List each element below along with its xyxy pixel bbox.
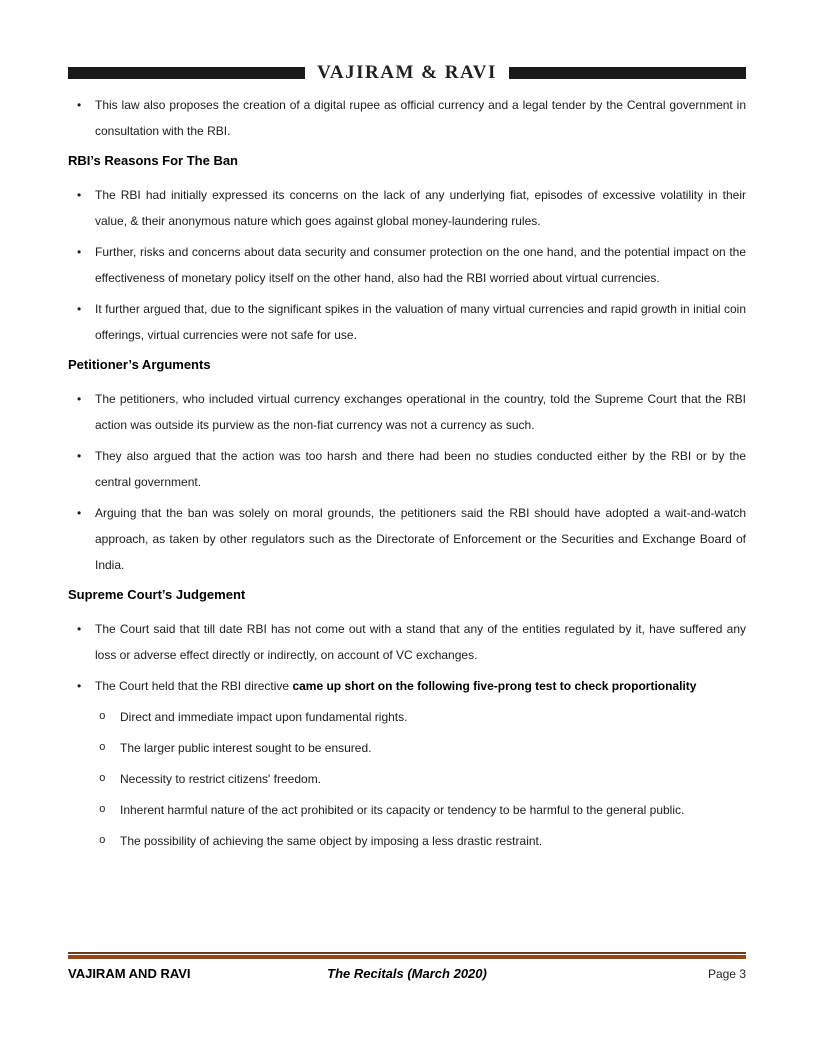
circle-bullet-marker: o xyxy=(99,773,106,785)
disc-bullet-marker: • xyxy=(77,188,82,202)
bullet-item xyxy=(68,92,746,144)
footer-page-number: Page 3 xyxy=(707,967,746,981)
circle-bullet-marker: o xyxy=(99,711,106,723)
sub-bullet-item xyxy=(99,828,746,854)
disc-bullet-marker: • xyxy=(77,622,82,636)
bullet-text: It further argued that, due to the significant spikes in the valuation of many virtual currencies and rapid growth in initial coin offerings, virtual currencies were not safe for use. xyxy=(95,302,746,342)
footer-publication-title: The Recitals (March 2020) xyxy=(327,966,487,981)
bullet-text: The Court said that till date RBI has not come out with a stand that any of the entities regulated by it, have suffered any loss or adverse effect directly or indirectly, on account of VC exchanges. xyxy=(95,622,746,662)
bullet-item xyxy=(68,673,746,699)
bullet-text: The larger public interest sought to be ensured. xyxy=(120,741,372,755)
circle-bullet-marker: o xyxy=(99,835,106,847)
page-header xyxy=(68,62,746,84)
circle-bullet-marker: o xyxy=(99,804,106,816)
section-heading: RBI’s Reasons For The Ban xyxy=(68,153,238,168)
disc-bullet-marker: • xyxy=(77,245,82,259)
bullet-text: This law also proposes the creation of a digital rupee as official currency and a legal tender by the Central government in consultation with the RBI. xyxy=(95,98,746,138)
brand-title: VAJIRAM & RAVI xyxy=(317,62,497,83)
section-heading: Supreme Court’s Judgement xyxy=(68,587,246,602)
footer-brand: VAJIRAM AND RAVI xyxy=(68,966,191,981)
bullet-text: Necessity to restrict citizens' freedom. xyxy=(120,772,322,786)
bullet-text: They also argued that the action was too harsh and there had been no studies conducted either by the RBI or by the central government. xyxy=(95,449,746,489)
bullet-text: The possibility of achieving the same object by imposing a less drastic restraint. xyxy=(120,834,543,848)
section-heading: Petitioner’s Arguments xyxy=(68,357,211,372)
bullet-item xyxy=(68,616,746,668)
disc-bullet-marker: • xyxy=(77,449,82,463)
bold-emphasis-text: came up short on the following five-prong test to check proportionality xyxy=(292,679,697,693)
document-content xyxy=(68,62,746,859)
body-text-area xyxy=(68,92,746,854)
page-footer xyxy=(68,952,746,981)
disc-bullet-marker: • xyxy=(77,302,82,316)
bullet-text: The RBI had initially expressed its concerns on the lack of any underlying fiat, episodes of excessive volatility in their value, & their anonymous nature which goes against global money-laundering rules. xyxy=(95,188,746,228)
bullet-item xyxy=(68,182,746,234)
bullet-text: The Court held that the RBI directive came up short on the following five-prong test to check proportionality xyxy=(95,679,697,693)
disc-bullet-marker: • xyxy=(77,679,82,693)
sub-bullet-item xyxy=(99,797,746,823)
bullet-text: The petitioners, who included virtual currency exchanges operational in the country, told the Supreme Court that the RBI action was outside its purview as the non-fiat currency was not a currency as such. xyxy=(95,392,746,432)
footer-row xyxy=(68,959,746,981)
bullet-text: Inherent harmful nature of the act prohibited or its capacity or tendency to be harmful to the general public. xyxy=(120,803,685,817)
disc-bullet-marker: • xyxy=(77,506,82,520)
disc-bullet-marker: • xyxy=(77,392,82,406)
bullet-item xyxy=(68,443,746,495)
header-rule-right xyxy=(509,67,746,79)
bullet-text: Direct and immediate impact upon fundamental rights. xyxy=(120,710,408,724)
bullet-text: Further, risks and concerns about data security and consumer protection on the one hand, and the potential impact on the effectiveness of monetary policy itself on the other hand, also had the RBI worried about virtual currencies. xyxy=(95,245,746,285)
bullet-item xyxy=(68,296,746,348)
sub-bullet-item xyxy=(99,766,746,792)
footer-rule xyxy=(68,952,746,959)
sub-bullet-item xyxy=(99,704,746,730)
bullet-item xyxy=(68,500,746,578)
bullet-item xyxy=(68,239,746,291)
bullet-text: Arguing that the ban was solely on moral grounds, the petitioners said the RBI should have adopted a wait-and-watch approach, as taken by other regulators such as the Directorate of Enforcement or the Securities and Exchange Board of India. xyxy=(95,506,746,572)
sub-bullet-item xyxy=(99,735,746,761)
circle-bullet-marker: o xyxy=(99,742,106,754)
disc-bullet-marker: • xyxy=(77,98,82,112)
bullet-item xyxy=(68,386,746,438)
header-rule-left xyxy=(68,67,305,79)
